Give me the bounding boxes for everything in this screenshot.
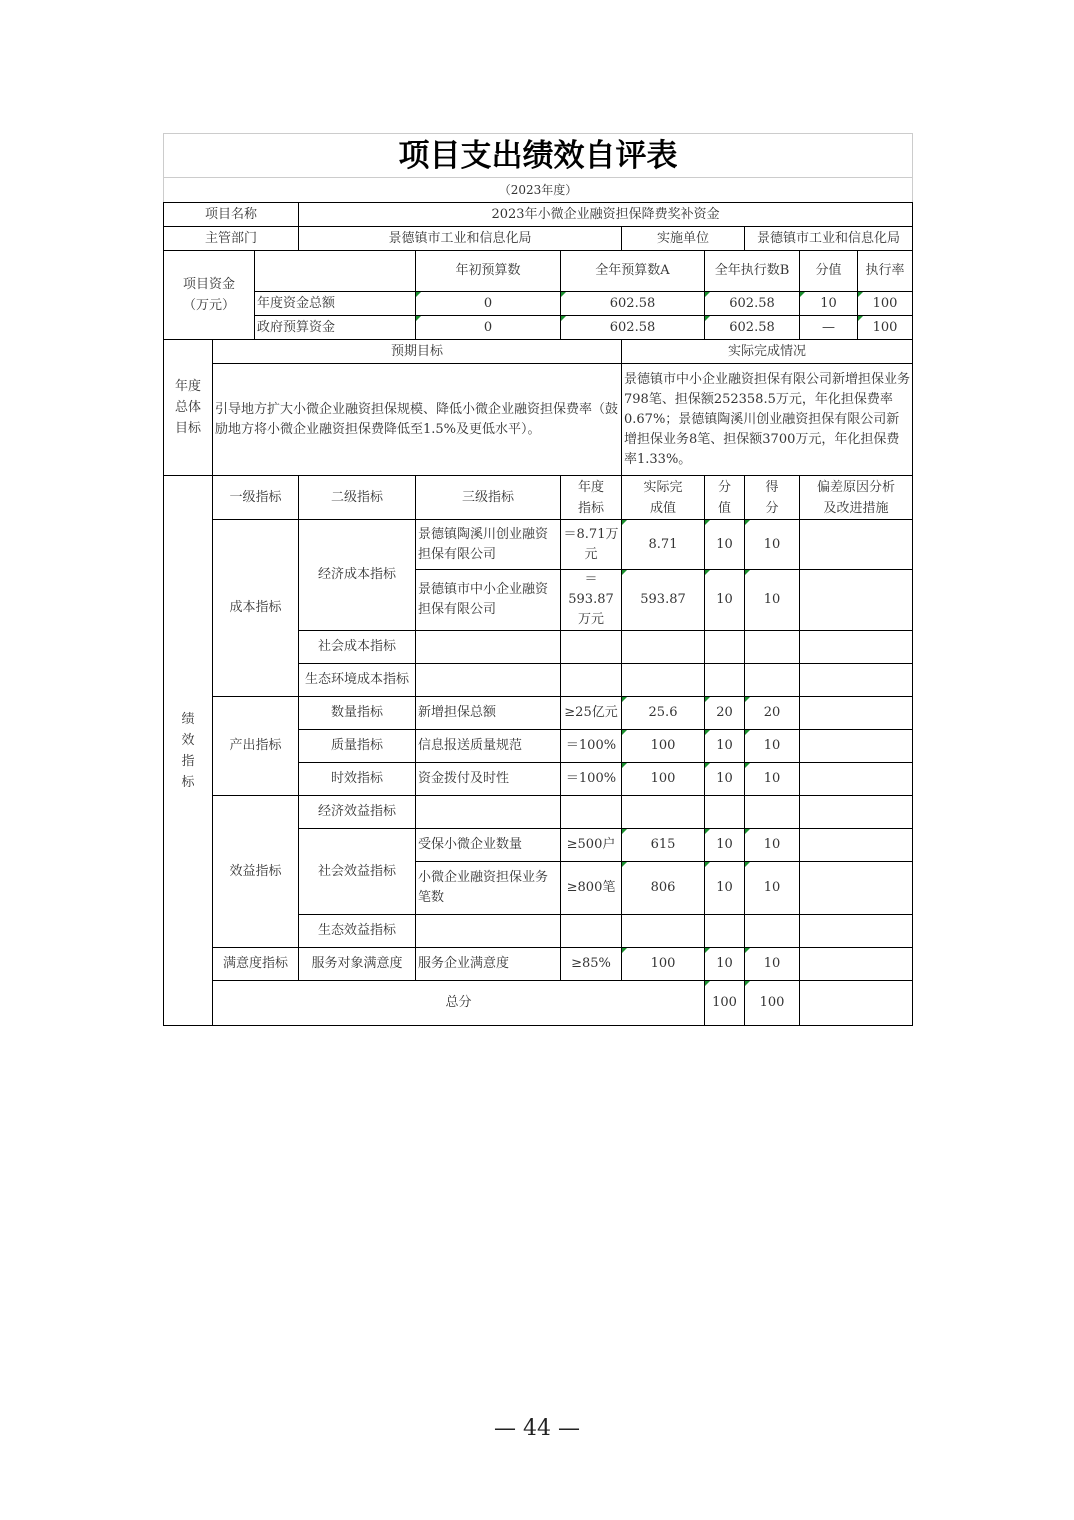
impl-unit-value: 景德镇市工业和信息化局 <box>745 227 913 251</box>
total-value: 100 <box>705 981 745 1026</box>
eco-benefit-indicator: 生态效益指标 <box>299 915 416 948</box>
score-value-header: 分值 <box>800 251 858 292</box>
page-title: 项目支出绩效自评表 <box>164 134 913 178</box>
deviation-header: 偏差原因分析及改进措施 <box>800 476 913 520</box>
r6-value: 10 <box>705 829 745 862</box>
total-score: 100 <box>745 981 800 1026</box>
project-name-value: 2023年小微企业融资担保降费奖补资金 <box>299 203 913 227</box>
gov-begin: 0 <box>416 316 561 340</box>
annual-funds-label: 年度资金总额 <box>255 292 416 316</box>
eco-cost-indicator: 生态环境成本指标 <box>299 664 416 697</box>
social-cost-indicator: 社会成本指标 <box>299 631 416 664</box>
r1-level3: 景德镇陶溪川创业融资担保有限公司 <box>416 520 561 570</box>
r1-value: 10 <box>705 520 745 570</box>
exec-full-header: 全年执行数B <box>705 251 800 292</box>
output-indicator: 产出指标 <box>213 697 299 796</box>
timeliness-indicator: 时效指标 <box>299 763 416 796</box>
r3-actual: 25.6 <box>622 697 705 730</box>
funds-label: 项目资金（万元） <box>164 251 255 340</box>
annual-rate: 100 <box>858 292 913 316</box>
gov-funds-label: 政府预算资金 <box>255 316 416 340</box>
level2-header: 二级指标 <box>299 476 416 520</box>
cost-indicator: 成本指标 <box>213 520 299 697</box>
level3-header: 三级指标 <box>416 476 561 520</box>
budget-full-header: 全年预算数A <box>561 251 705 292</box>
r4-level3: 信息报送质量规范 <box>416 730 561 763</box>
r3-level3: 新增担保总额 <box>416 697 561 730</box>
actual-value-header: 实际完成值 <box>622 476 705 520</box>
annual-index-header: 年度指标 <box>561 476 622 520</box>
r8-level3: 服务企业满意度 <box>416 948 561 981</box>
r1-score: 10 <box>745 520 800 570</box>
r8-score: 10 <box>745 948 800 981</box>
r2-level3: 景德镇市中小企业融资担保有限公司 <box>416 570 561 631</box>
r6-actual: 615 <box>622 829 705 862</box>
r8-target: ≥85% <box>561 948 622 981</box>
budget-begin-header: 年初预算数 <box>416 251 561 292</box>
r5-score: 10 <box>745 763 800 796</box>
dept-value: 景德镇市工业和信息化局 <box>299 227 622 251</box>
r5-actual: 100 <box>622 763 705 796</box>
gov-full: 602.58 <box>561 316 705 340</box>
r5-target: ＝100% <box>561 763 622 796</box>
r4-value: 10 <box>705 730 745 763</box>
gov-score-value: — <box>800 316 858 340</box>
annual-exec: 602.58 <box>705 292 800 316</box>
r2-score: 10 <box>745 570 800 631</box>
total-label: 总分 <box>213 981 705 1026</box>
benefit-indicator: 效益指标 <box>213 796 299 948</box>
dept-label: 主管部门 <box>164 227 299 251</box>
perf-indicators-label: 绩效指标 <box>164 476 213 1026</box>
quality-indicator: 质量指标 <box>299 730 416 763</box>
annual-begin: 0 <box>416 292 561 316</box>
value-header: 分值 <box>705 476 745 520</box>
annual-full: 602.58 <box>561 292 705 316</box>
year-subtitle: （2023年度） <box>164 178 913 203</box>
econ-cost-indicator: 经济成本指标 <box>299 520 416 631</box>
r7-score: 10 <box>745 862 800 915</box>
expected-goal-header: 预期目标 <box>213 340 622 364</box>
r8-value: 10 <box>705 948 745 981</box>
actual-status-header: 实际完成情况 <box>622 340 913 364</box>
service-sat-indicator: 服务对象满意度 <box>299 948 416 981</box>
r3-score: 20 <box>745 697 800 730</box>
r3-target: ≥25亿元 <box>561 697 622 730</box>
r7-target: ≥800笔 <box>561 862 622 915</box>
r6-level3: 受保小微企业数量 <box>416 829 561 862</box>
r7-level3: 小微企业融资担保业务笔数 <box>416 862 561 915</box>
r2-value: 10 <box>705 570 745 631</box>
exec-rate-header: 执行率 <box>858 251 913 292</box>
r2-actual: 593.87 <box>622 570 705 631</box>
r8-actual: 100 <box>622 948 705 981</box>
annual-goal-label: 年度总体目标 <box>164 340 213 476</box>
score-header-2: 得分 <box>745 476 800 520</box>
actual-status-text: 景德镇市中小企业融资担保有限公司新增担保业务798笔、担保额252358.5万元，年化担保费率0.67%；景德镇陶溪川创业融资担保有限公司新增担保业务8笔、担保额3700万元，年化担保费率1.33%。 <box>622 364 913 476</box>
level1-header: 一级指标 <box>213 476 299 520</box>
impl-unit-label: 实施单位 <box>622 227 745 251</box>
satisfaction-indicator: 满意度指标 <box>213 948 299 981</box>
expected-goal-text: 引导地方扩大小微企业融资担保规模、降低小微企业融资担保费率（鼓励地方将小微企业融资担保费降低至1.5%及更低水平）。 <box>213 364 622 476</box>
r6-score: 10 <box>745 829 800 862</box>
r1-actual: 8.71 <box>622 520 705 570</box>
performance-evaluation-table <box>163 133 913 1026</box>
r5-level3: 资金拨付及时性 <box>416 763 561 796</box>
r4-target: ＝100% <box>561 730 622 763</box>
page-number: — 44 — <box>494 1416 580 1441</box>
project-name-label: 项目名称 <box>164 203 299 227</box>
econ-benefit-indicator: 经济效益指标 <box>299 796 416 829</box>
quantity-indicator: 数量指标 <box>299 697 416 730</box>
r6-target: ≥500户 <box>561 829 622 862</box>
r1-target: ＝8.71万元 <box>561 520 622 570</box>
r2-target: ＝593.87万元 <box>561 570 622 631</box>
r4-score: 10 <box>745 730 800 763</box>
r5-value: 10 <box>705 763 745 796</box>
social-benefit-indicator: 社会效益指标 <box>299 829 416 915</box>
annual-score-value: 10 <box>800 292 858 316</box>
gov-exec: 602.58 <box>705 316 800 340</box>
r7-actual: 806 <box>622 862 705 915</box>
r7-value: 10 <box>705 862 745 915</box>
r4-actual: 100 <box>622 730 705 763</box>
r3-value: 20 <box>705 697 745 730</box>
gov-rate: 100 <box>858 316 913 340</box>
